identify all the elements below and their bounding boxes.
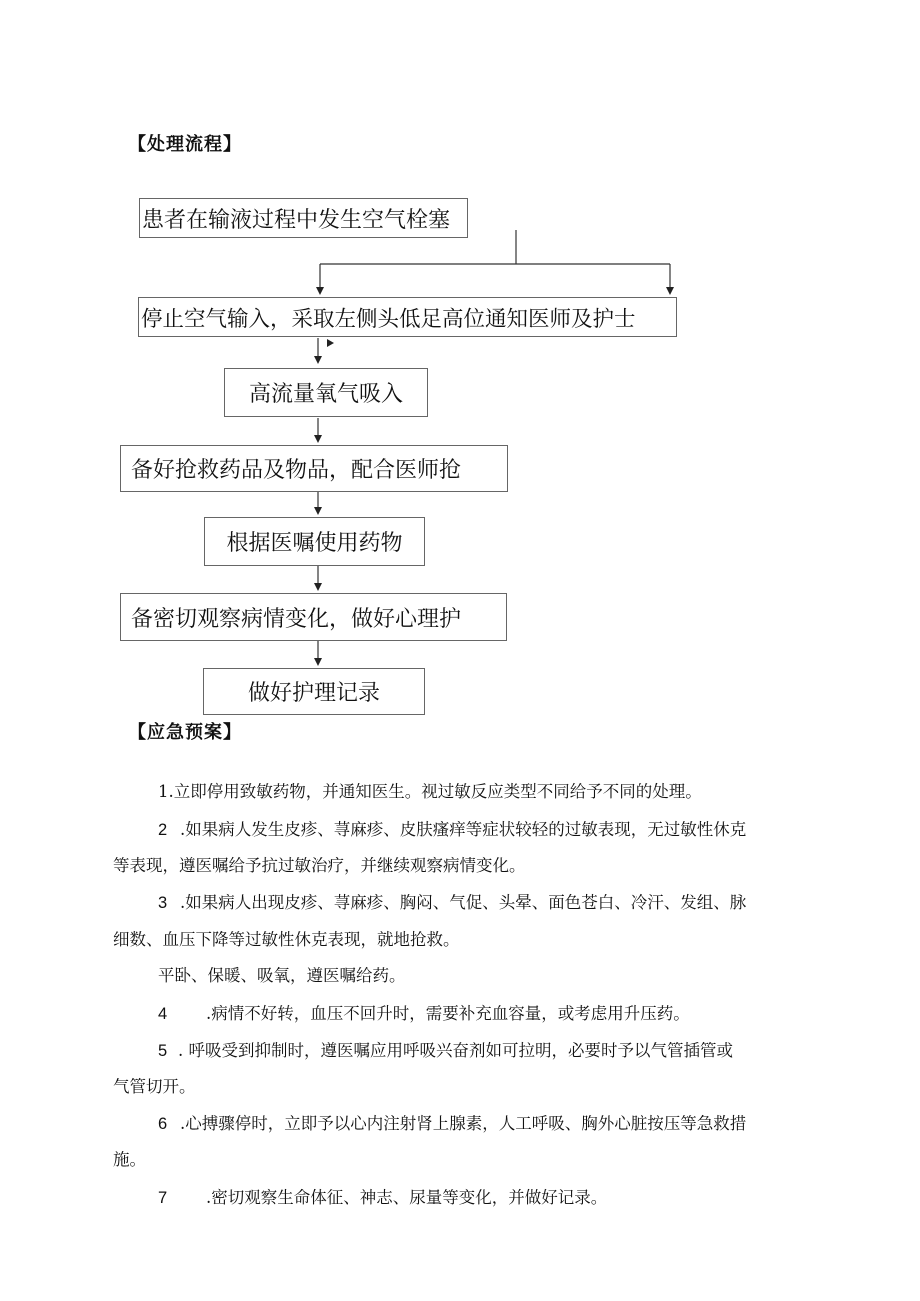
flow-box-label: 做好护理记录 [247,681,380,706]
plan-item-7 [158,1184,607,1208]
plan-item-5 [158,1037,733,1061]
flow-box-label: 高流量氧气吸入 [248,382,403,407]
plan-text: .病情不好转，血压不回升时，需要补充血容量，或考虑用升压药。 [206,1004,690,1023]
plan-text: 平卧、保暖、吸氧，遵医嘱给药。 [158,966,406,985]
plan-item-4 [158,1000,690,1024]
flow-box-air-embolism [139,198,468,238]
section-heading-plan: 【应急预案】 [128,722,242,743]
flow-box-medication [204,517,425,566]
plan-number: 7 [158,1189,168,1207]
plan-number: 4 [158,1005,168,1023]
plan-item-6-cont [113,1146,146,1170]
flow-box-stop-air [138,297,677,337]
flow-box-label: 患者在输液过程中发生空气栓塞 [142,207,451,233]
plan-item-3-sub [158,962,406,986]
plan-item-5-cont [113,1073,196,1097]
plan-item-3-cont [113,926,460,950]
plan-number: 3 [158,894,168,912]
plan-text: . 呼吸受到抑制时，遵医嘱应用呼吸兴奋剂如可拉明，必要时予以气管插管或 [178,1041,733,1060]
plan-item-6 [158,1110,746,1134]
plan-text: 施。 [113,1150,146,1169]
plan-text: .心搏骤停时，立即予以心内注射肾上腺素，人工呼吸、胸外心脏按压等急救措 [180,1114,747,1133]
flow-box-prepare-drugs [120,445,508,492]
plan-text: .如果病人发生皮疹、荨麻疹、皮肤瘙痒等症状较轻的过敏表现，无过敏性休克 [180,820,747,839]
flow-box-label: 根据医嘱使用药物 [226,531,403,556]
flow-box-label: 停止空气输入，采取左侧头低足高位通知医师及护士 [141,306,636,332]
plan-text: .如果病人出现皮疹、荨麻疹、胸闷、气促、头晕、面色苍白、冷汗、发组、脉 [180,893,747,912]
plan-number: 5 [158,1042,168,1060]
flow-box-record [203,668,425,715]
flow-box-label: 备好抢救药品及物品，配合医师抢 [131,458,462,483]
flow-box-observe [120,593,507,641]
plan-item-1 [158,778,702,802]
plan-item-3 [158,889,746,913]
flow-box-label: 备密切观察病情变化，做好心理护 [131,606,462,632]
flow-box-oxygen [224,368,428,417]
plan-text: 等表现，遵医嘱给予抗过敏治疗，并继续观察病情变化。 [113,856,526,875]
small-arrowhead [327,339,334,347]
plan-item-2-cont [113,852,526,876]
plan-item-2 [158,816,746,840]
plan-text: 1.立即停用致敏药物，并通知医生。视过敏反应类型不同给予不同的处理。 [158,782,702,801]
plan-text: .密切观察生命体征、神志、尿量等变化，并做好记录。 [206,1188,608,1207]
plan-text: 气管切开。 [113,1077,196,1096]
plan-text: 细数、血压下降等过敏性休克表现，就地抢救。 [113,930,460,949]
section-heading-process: 【处理流程】 [128,134,242,155]
plan-number: 2 [158,821,168,839]
plan-number: 6 [158,1115,168,1133]
